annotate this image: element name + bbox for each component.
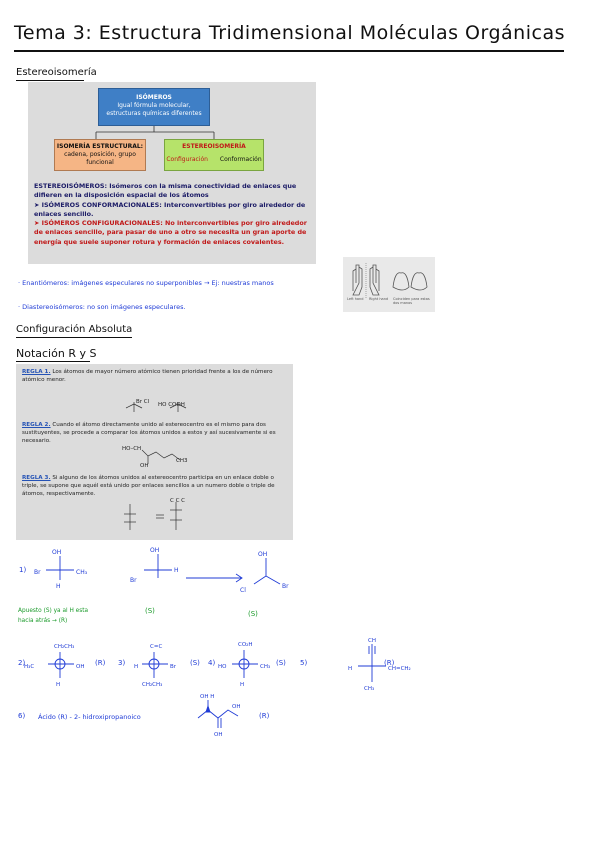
- stereo-title: ESTEREOISOMERÍA: [182, 143, 246, 150]
- structural-title: ISOMERÍA ESTRUCTURAL:: [56, 143, 144, 150]
- svg-text:OH H: OH H: [200, 694, 215, 700]
- section-absolute-configuration: Configuración Absoluta: [16, 324, 133, 335]
- rule-2-molecule-a: HO–CH: [122, 446, 142, 452]
- rule-2-text: Cuando el átomo directamente unido al estereocentro es el mismo para dos sustituyentes, se procede a comparar los átomos unidos a estos y así sucesivamente si es necesario.: [22, 422, 276, 444]
- svg-text:CH₂CH₃: CH₂CH₃: [54, 644, 75, 650]
- svg-text:H: H: [174, 567, 179, 574]
- svg-text:H₃C: H₃C: [24, 664, 35, 670]
- isomers-line2: estructuras químicas diferentes: [106, 110, 202, 118]
- exercise-2-number: 2): [18, 659, 26, 667]
- rule-2-molecule: [16, 444, 293, 474]
- hands-image: [343, 257, 435, 312]
- svg-text:Br: Br: [170, 664, 177, 670]
- rule-3-molecule-label: C C C: [170, 498, 186, 504]
- exercise-4-number: 4): [208, 659, 216, 667]
- title-underline: [14, 50, 564, 52]
- rule-3-molecules: [16, 498, 293, 538]
- hands-caption-right: Coinciden para estas dos manos: [393, 297, 430, 305]
- structural-line1: cadena, posición, grupo: [64, 151, 136, 159]
- svg-text:CH=CH₂: CH=CH₂: [388, 666, 411, 672]
- isomers-title: ISÓMEROS: [136, 94, 172, 101]
- exercise-4-result: (S): [276, 659, 286, 667]
- section-stereoisomerism: Estereoisomería: [16, 67, 97, 78]
- svg-text:OH: OH: [52, 549, 62, 556]
- svg-text:OH: OH: [150, 547, 160, 554]
- rule-2-molecule-c: CH3: [176, 458, 188, 464]
- structural-isomerism-box: [54, 139, 146, 171]
- diagram-connectors: [28, 82, 316, 142]
- svg-text:H: H: [240, 682, 245, 688]
- svg-text:H: H: [56, 583, 61, 590]
- exercise-2-result: (R): [95, 659, 106, 667]
- rules-panel: [16, 364, 293, 540]
- rule-1-text: Los átomos de mayor número atómico tienen prioridad frente a los de número atómico menor.: [22, 369, 273, 383]
- svg-text:CH: CH: [368, 638, 376, 644]
- svg-text:CH₂CH₃: CH₂CH₃: [142, 682, 163, 688]
- svg-text:Br: Br: [282, 583, 289, 590]
- svg-text:CH₃: CH₃: [364, 686, 375, 692]
- note-enantiomers: · Enantiómeros: imágenes especulares no superponibles → Ej: nuestras manos: [18, 279, 274, 287]
- exercise-1-number: 1): [19, 566, 27, 574]
- svg-text:CH₃: CH₃: [260, 664, 271, 670]
- section-underline-3: [16, 361, 90, 362]
- svg-text:Br: Br: [130, 577, 137, 584]
- svg-text:H: H: [348, 666, 353, 672]
- svg-text:OH: OH: [76, 664, 85, 670]
- stereo-configuration: Configuración: [166, 156, 208, 164]
- svg-text:OH: OH: [232, 704, 241, 710]
- section-underline-2: [16, 337, 132, 338]
- rule-3-text: Si alguno de los átomos unidos al estereocentro participa en un enlace doble o triple, se supone que aquél está unido por enlaces sencillos a un numero doble o triple de átomos, respectivamente.: [22, 475, 275, 497]
- rule-1-molecules: [16, 390, 293, 420]
- exercise-6-number: 6): [18, 712, 26, 720]
- note-diastereomers: · Diastereoisómeros: no son imágenes especulares.: [18, 303, 186, 311]
- svg-text:Br: Br: [34, 569, 41, 576]
- structural-line2: funcional: [86, 159, 114, 167]
- stereoisomerism-box: [164, 139, 264, 171]
- definition-stereoisomers: ESTEREOISÓMEROS: Isómeros con la misma conectividad de enlaces que difieren en la disposición espacial de los átomos: [34, 182, 297, 200]
- rule-3: [22, 475, 288, 498]
- svg-text:H: H: [56, 682, 61, 688]
- exercise-1-result-b: (S): [248, 610, 258, 618]
- svg-text:OH: OH: [214, 732, 223, 738]
- exercise-3-number: 3): [118, 659, 126, 667]
- section-underline: [16, 80, 84, 81]
- svg-text:C=C: C=C: [150, 644, 163, 650]
- section-rs-notation: Notación R y S: [16, 347, 97, 360]
- exercise-1-result-a: (S): [145, 607, 155, 615]
- exercise-5-number: 5): [300, 659, 308, 667]
- rule-2-label: REGLA 2.: [22, 422, 51, 428]
- exercise-6-result: (R): [259, 712, 270, 720]
- isomer-panel: [28, 82, 316, 264]
- rule-1-molecule-a: Br Cl: [136, 399, 150, 405]
- exercise-1-note-2: hacia atrás → (R): [18, 618, 68, 624]
- stereo-conformation: Conformación: [219, 156, 262, 164]
- rule-2-molecule-b: OH: [140, 463, 149, 469]
- page-title: Tema 3: Estructura Tridimensional Moléculas Orgánicas: [14, 22, 565, 44]
- definitions-block: [34, 182, 310, 247]
- definition-configurational: ➤ ISÓMEROS CONFIGURACIONALES: No interconvertibles por giro alrededor de enlaces sencillo, para pasar de uno a otro se necesita un gran aporte de energía que suele suponer rotura y formación de enlaces covalentes.: [34, 219, 307, 246]
- exercise-3-result: (S): [190, 659, 200, 667]
- exercise-6-name: Ácido (R) - 2- hidroxipropanoico: [38, 713, 141, 721]
- rule-1: [22, 369, 288, 385]
- rule-3-label: REGLA 3.: [22, 475, 51, 481]
- exercise-5-result: (R): [384, 659, 395, 667]
- isomers-line1: Igual fórmula molecular,: [117, 102, 191, 110]
- svg-text:Cl: Cl: [240, 587, 246, 594]
- svg-text:OH: OH: [258, 551, 268, 558]
- hands-caption-mid: Right hand: [369, 297, 389, 301]
- svg-text:H: H: [134, 664, 139, 670]
- hands-caption-left: Left hand: [347, 297, 364, 301]
- exercises-2-5-structures: [14, 640, 584, 700]
- definition-conformational: ➤ ISÓMEROS CONFORMACIONALES: Interconvertibles por giro alrededor de enlaces sencillo.: [34, 200, 306, 218]
- svg-text:HO: HO: [218, 664, 227, 670]
- rule-1-label: REGLA 1.: [22, 369, 51, 375]
- exercise-1-note-1: Apuesto (S) ya al H esta: [18, 608, 89, 614]
- svg-text:CO₂H: CO₂H: [238, 642, 253, 648]
- svg-text:CH₃: CH₃: [76, 569, 88, 576]
- rule-2: [22, 422, 288, 445]
- rule-1-molecule-b: HO COOH: [158, 402, 185, 408]
